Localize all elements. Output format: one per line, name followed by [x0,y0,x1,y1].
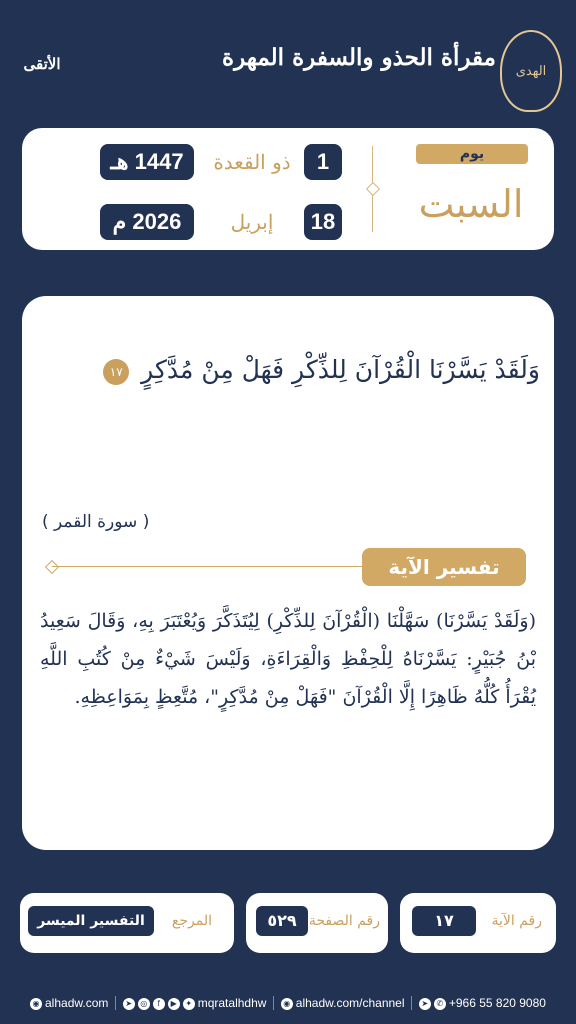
greg-year: 2026 م [100,204,194,240]
globe-icon: ◉ [30,998,42,1010]
telegram-icon[interactable]: ➤ [419,998,431,1010]
hijri-day: 1 [304,144,342,180]
partner-logo [18,44,66,94]
telegram-icon[interactable]: ➤ [123,998,135,1010]
footer-divider [273,996,274,1010]
greg-month: إبريل [230,210,274,234]
brand-logo-glyph: الهدى [515,63,547,79]
verse-text: وَلَقَدْ يَسَّرْنَا الْقُرْآنَ لِلذِّكْرِ فَهَلْ مِنْ مُدَّكِرٍ [141,355,540,384]
surah-name: ( سورة القمر ) [42,512,150,532]
hijri-month: ذو القعدة [213,150,291,174]
footer-phone[interactable]: +966 55 820 9080 [448,996,546,1010]
footer-website-group[interactable] [30,996,108,1010]
hijri-year: 1447 هـ [100,144,194,180]
ayah-label: رقم الآية [491,913,542,929]
twitter-icon[interactable]: ✦ [183,998,195,1010]
tafsir-text: (وَلَقَدْ يَسَّرْنَا) سَهَّلْنَا (الْقُرْآنَ لِلذِّكْرِ) لِيُتَذَكَّرَ وَيُعْتَبَرَ بِهِ، وَقَالَ سَعِيدُ بْنُ جُبَيْرٍ: يَسَّرْنَاهُ لِلْحِفْظِ وَالْقِرَاءَةِ، وَلَيْسَ شَيْءٌ مِنْ كُتُبِ اللَّهِ يُقْرَأُ كُلُّهُ ظَاهِرًا إِلَّا الْقُرْآنَ "فَهَلْ مِنْ مُدَّكِرٍ"، مُتَّعِظٍ بِمَوَاعِظِهِ. [40,610,536,708]
page-number-box [246,893,388,953]
day-name: السبت [418,182,524,226]
footer-channel-group[interactable] [281,996,405,1010]
page-label: رقم الصفحة [308,913,380,929]
youtube-icon[interactable]: ▶ [168,998,180,1010]
verse-card [22,296,554,850]
instagram-icon[interactable]: ◎ [138,998,150,1010]
reference-value: التفسير الميسر [28,906,154,936]
tafsir-heading: تفسير الآية [362,548,526,586]
section-rule [52,566,372,567]
globe-icon: ◉ [281,998,293,1010]
footer-social-group[interactable] [123,996,267,1010]
footer [0,990,576,1016]
reference-label: المرجع [171,913,212,929]
ayah-number-box [400,893,556,953]
day-label: يوم [416,144,528,164]
brand-title: مقرأة الحذو والسفرة المهرة [222,44,496,71]
rule-diamond-icon [45,560,59,574]
partner-logo-text: الأتقى [23,55,61,73]
divider-diamond-icon [366,182,380,196]
footer-social-handle[interactable]: mqratalhdhw [197,996,267,1010]
verse-text-line [40,350,540,390]
footer-channel[interactable]: alhadw.com/channel [295,996,405,1010]
footer-divider [411,996,412,1010]
facebook-icon[interactable]: f [153,998,165,1010]
ayah-value: ١٧ [412,906,476,936]
date-card [22,128,554,250]
greg-day: 18 [304,204,342,240]
whatsapp-icon[interactable]: ✆ [434,998,446,1010]
brand-logo [500,30,562,112]
footer-website[interactable]: alhadw.com [45,996,109,1010]
footer-divider [115,996,116,1010]
page-value: ٥٢٩ [256,906,308,936]
footer-phone-group[interactable] [419,996,546,1010]
verse-number-badge: ١٧ [103,359,129,385]
header [0,0,576,120]
reference-box [20,893,234,953]
